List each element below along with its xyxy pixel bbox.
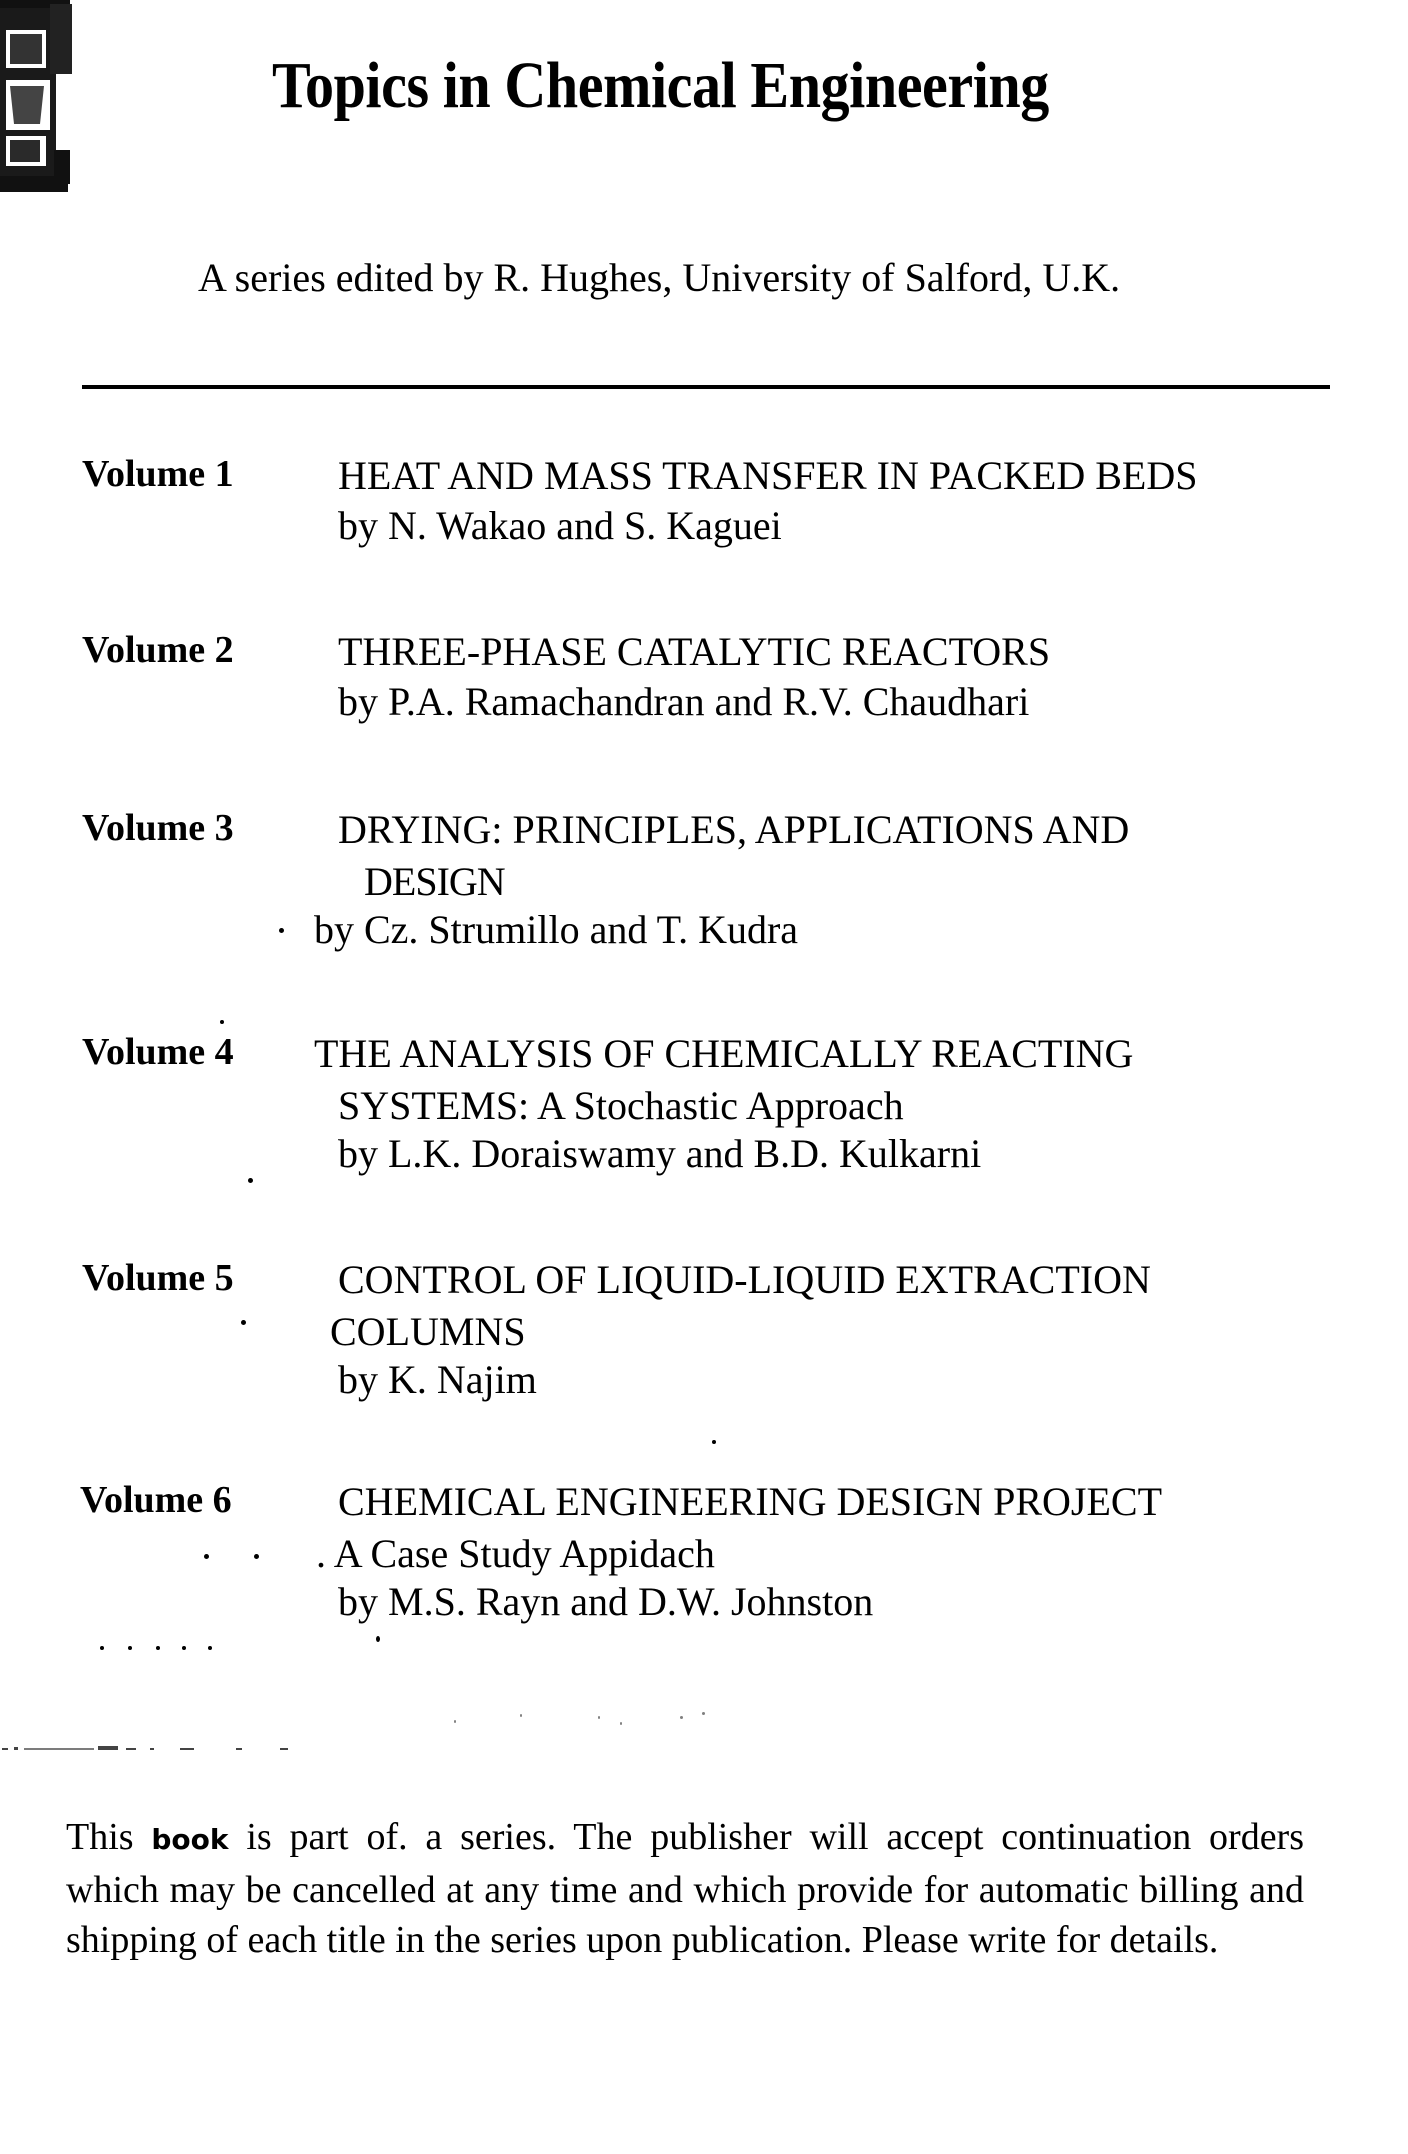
volume-title-line: . A Case Study Appidach [316, 1531, 715, 1576]
volume-title-line: DRYING: PRINCIPLES, APPLICATIONS AND [338, 807, 1130, 852]
volume-label: Volume 6 [80, 1479, 232, 1521]
volume-title-line: COLUMNS [330, 1309, 526, 1354]
volume-authors: by P.A. Ramachandran and R.V. Chaudhari [338, 679, 1030, 724]
scan-speck [156, 1646, 160, 1650]
scan-speck [680, 1716, 683, 1719]
series-note-text-start: This [66, 1816, 152, 1858]
scan-speck [712, 1440, 716, 1444]
scan-speck [279, 928, 284, 933]
volume-title-line: DESIGN [364, 859, 505, 904]
series-editor-line: A series edited by R. Hughes, University of Salford, U.K. [198, 255, 1121, 300]
volume-title [316, 1476, 1163, 1580]
volume-title-line: CONTROL OF LIQUID-LIQUID EXTRACTION [338, 1257, 1151, 1302]
volume-title-line: HEAT AND MASS TRANSFER IN PACKED BEDS [338, 453, 1198, 498]
volume-authors: by L.K. Doraiswamy and B.D. Kulkarni [338, 1131, 982, 1176]
scan-speck [702, 1712, 705, 1715]
volume-label: Volume 3 [82, 807, 234, 849]
volume-authors: by M.S. Rayn and D.W. Johnston [338, 1579, 874, 1624]
scan-speck [208, 1646, 212, 1650]
volume-title-line: SYSTEMS: A Stochastic Approach [338, 1083, 904, 1128]
volume-title [338, 804, 1129, 908]
scan-noise-line [0, 1742, 720, 1756]
scan-speck [220, 1020, 224, 1024]
scan-speck [520, 1714, 522, 1717]
volume-label: Volume 4 [82, 1031, 234, 1073]
scan-speck [254, 1554, 259, 1559]
scan-speck [454, 1720, 456, 1723]
volume-title [338, 450, 1197, 502]
volume-authors: by N. Wakao and S. Kaguei [338, 503, 782, 548]
series-note-emph-word: book [151, 1823, 229, 1856]
scan-speck [598, 1716, 600, 1719]
series-note-text-rest: is part of. a series. The publisher will accept continuation orders which may be cancelled at any time and which provide for automatic billing and shipping of each title in the series upon publication. Please write for details. [66, 1816, 1304, 1961]
series-title: Topics in Chemical Engineering [272, 49, 1049, 122]
volume-authors: by Cz. Strumillo and T. Kudra [314, 907, 799, 952]
scan-speck [100, 1646, 104, 1650]
scan-speck [241, 1320, 246, 1325]
scan-speck [620, 1722, 622, 1725]
volume-label: Volume 1 [82, 453, 234, 495]
scan-speck [182, 1646, 186, 1650]
volume-label: Volume 5 [82, 1257, 234, 1299]
volume-label: Volume 2 [82, 629, 234, 671]
scan-speck [376, 1636, 380, 1642]
volume-title-line: CHEMICAL ENGINEERING DESIGN PROJECT [338, 1479, 1163, 1524]
volume-title-line: THE ANALYSIS OF CHEMICALLY REACTING [314, 1031, 1134, 1076]
volume-title-line: THREE-PHASE CATALYTIC REACTORS [338, 629, 1051, 674]
series-note [66, 1812, 1304, 1965]
scan-speck [204, 1554, 209, 1559]
header-divider [82, 385, 1330, 389]
scan-speck [128, 1646, 132, 1650]
volume-title [338, 626, 1050, 678]
volume-title [330, 1254, 1151, 1358]
volume-title [314, 1028, 1133, 1132]
volume-authors: by K. Najim [338, 1357, 537, 1402]
publisher-logo-icon [0, 0, 76, 196]
scan-speck [248, 1178, 253, 1183]
